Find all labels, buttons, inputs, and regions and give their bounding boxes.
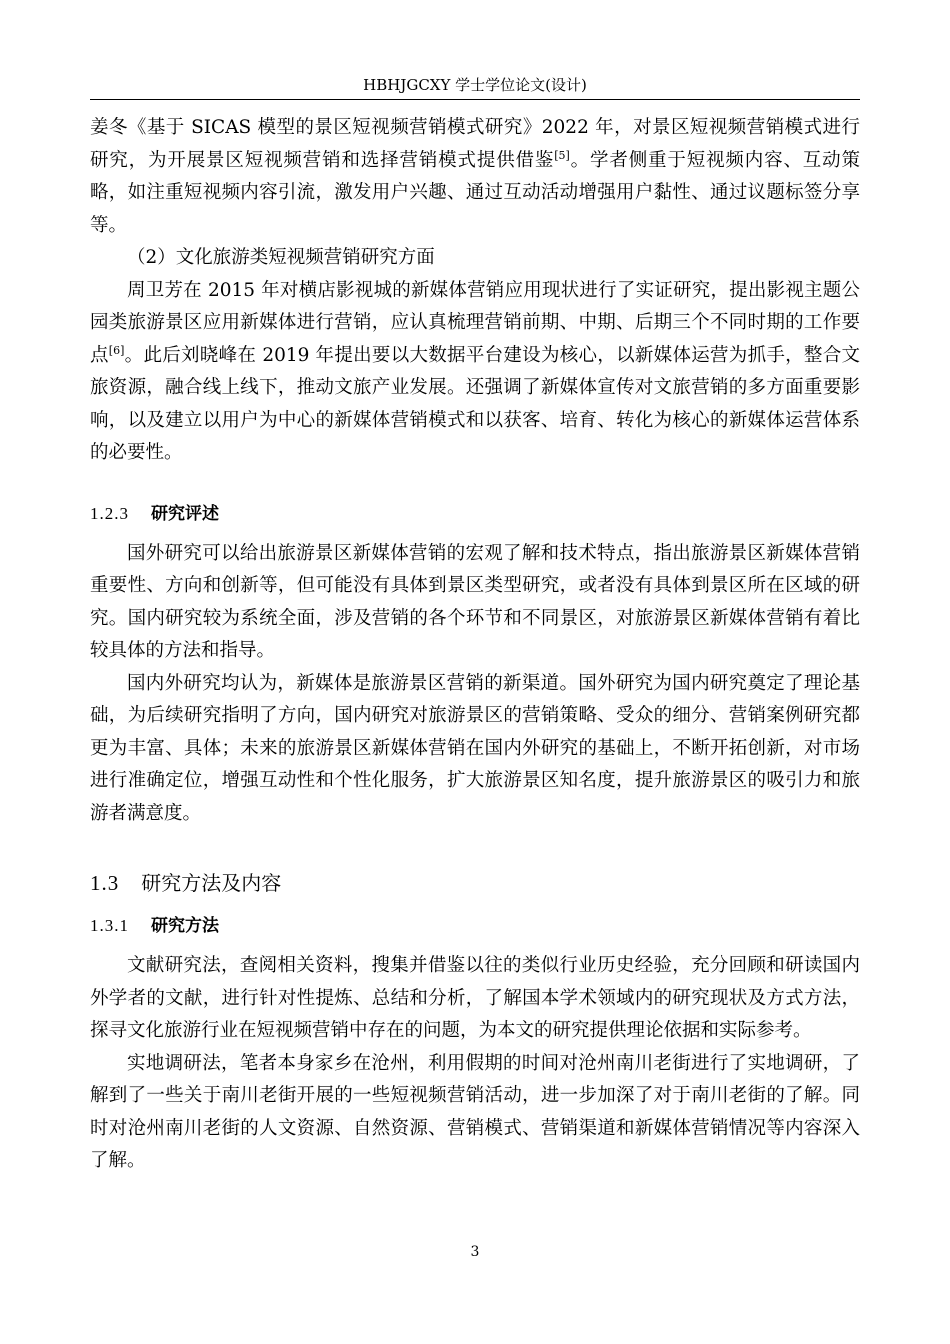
citation-5: [5]	[554, 148, 570, 162]
heading-1-3-title: 研究方法及内容	[141, 871, 282, 895]
paragraph-1	[90, 112, 860, 242]
header-rule	[90, 99, 860, 100]
paragraph-5: 国内外研究均认为，新媒体是旅游景区营销的新渠道。国外研究为国内研究奠定了理论基础，为后续研究指明了方向，国内研究对旅游景区的营销策略、受众的细分、营销案例研究都更为丰富、具体；未来的旅游景区新媒体营销在国内外研究的基础上，不断开拓创新，对市场进行准确定位，增强互动性和个性化服务，扩大旅游景区知名度，提升旅游景区的吸引力和旅游者满意度。	[90, 672, 860, 824]
paragraph-1-tail: 。学者侧重于短视频内容、互动策略，如注重短视频内容引流，激发用户兴趣、通过互动活动增强用户黏性、通过议题标签分享等。	[90, 149, 860, 236]
heading-1-2-3-number: 1.2.3	[90, 503, 129, 523]
paragraph-3-tail: 。此后刘晓峰在 2019 年提出要以大数据平台建设为核心，以新媒体运营为抓手，整合文旅资源，融合线上线下，推动文旅产业发展。还强调了新媒体宣传对文旅营销的多方面重要影响，以及建立以用户为中心的新媒体营销模式和以获客、培育、转化为核心的新媒体运营体系的必要性。	[90, 344, 860, 463]
paragraph-6: 文献研究法，查阅相关资料，搜集并借鉴以往的类似行业历史经验，充分回顾和研读国内外学者的文献，进行针对性提炼、总结和分析，了解国本学术领域内的研究现状及方式方法，探寻文化旅游行业在短视频营销中存在的问题，为本文的研究提供理论依据和实际参考。	[90, 955, 860, 1041]
paragraph-3-text: 周卫芳在 2015 年对横店影视城的新媒体营销应用现状进行了实证研究，提出影视主题公园类旅游景区应用新媒体进行营销，应认真梳理营销前期、中期、后期三个不同时期的工作要点	[90, 279, 860, 366]
paragraph-7: 实地调研法，笔者本身家乡在沧州，利用假期的时间对沧州南川老街进行了实地调研，了解到了一些关于南川老街开展的一些短视频营销活动，进一步加深了对于南川老街的了解。同时对沧州南川老街的人文资源、自然资源、营销模式、营销渠道和新媒体营销情况等内容深入了解。	[90, 1052, 860, 1171]
citation-6: [6]	[108, 343, 125, 357]
page-number: 3	[470, 1244, 480, 1260]
paragraph-4: 国外研究可以给出旅游景区新媒体营销的宏观了解和技术特点，指出旅游景区新媒体营销重要性、方向和创新等，但可能没有具体到景区类型研究，或者没有具体到景区所在区域的研究。国内研究较为系统全面，涉及营销的各个环节和不同景区，对旅游景区新媒体营销有着比较具体的方法和指导。	[90, 542, 860, 661]
heading-1-3-1-number: 1.3.1	[90, 916, 129, 935]
paragraph-3	[90, 275, 860, 470]
paragraph-1-text: 姜冬《基于 SICAS 模型的景区短视频营销模式研究》2022 年，对景区短视频营销模式进行研究，为开展景区短视频营销和选择营销模式提供借鉴	[90, 117, 860, 171]
subsection-label-culture-tourism: （2）文化旅游类短视频营销研究方面	[127, 247, 435, 268]
heading-1-2-3-title: 研究评述	[151, 503, 219, 524]
heading-1-3	[90, 866, 860, 900]
heading-1-3-1-title: 研究方法	[151, 916, 219, 936]
page-body	[90, 112, 860, 1178]
heading-1-3-number: 1.3	[90, 871, 120, 895]
heading-1-3-1	[90, 910, 860, 942]
running-header: HBHJGCXY 学士学位论文(设计)	[363, 76, 587, 94]
heading-1-2-3	[90, 498, 860, 530]
